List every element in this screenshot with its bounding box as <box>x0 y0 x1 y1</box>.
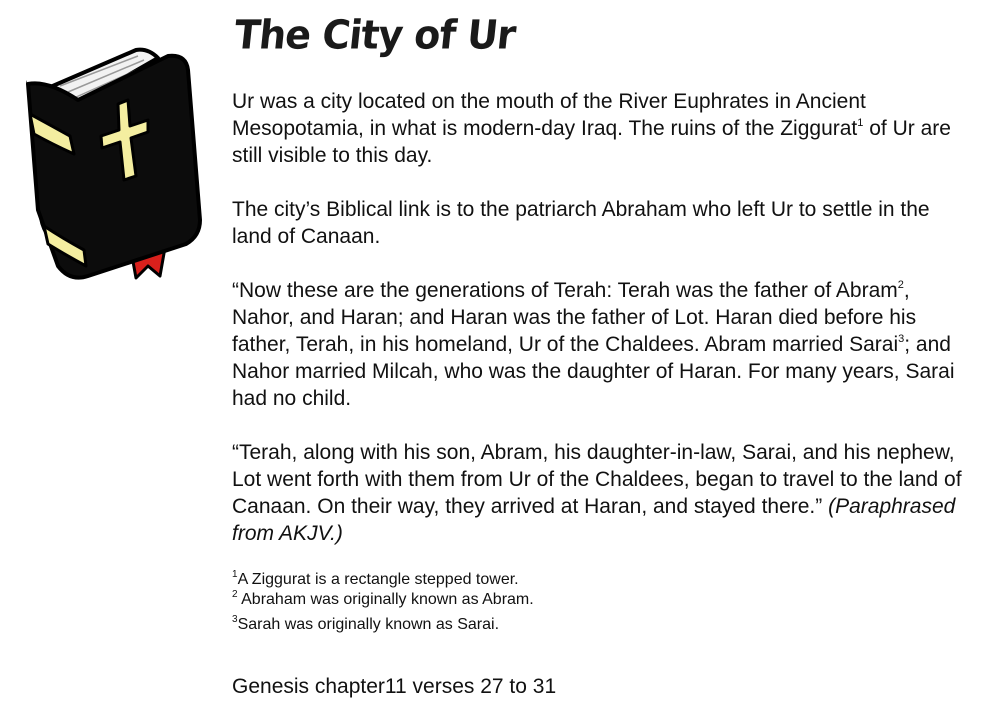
paragraph-biblical-link: The city’s Biblical link is to the patriarch Abraham who left Ur to settle in the land of Canaan. <box>232 198 930 248</box>
footnote-ref-2: 2 <box>897 279 904 291</box>
footnote-1: $^1$A Ziggurat is a rectangle stepped tower. <box>232 568 519 588</box>
bible-icon <box>18 40 218 290</box>
scripture-reference: Genesis chapter11 verses 27 to 31 <box>232 675 557 698</box>
footnote-2: $^2$ Abraham was originally known as Abram. <box>232 588 534 608</box>
footnotes <box>232 570 932 635</box>
footnote-3: $^3$Sarah was originally known as Sarai. <box>232 613 500 633</box>
page-title: The City of Ur <box>232 11 518 58</box>
paragraph-generations: “Now these are the generations of Terah: Terah was the father of Abram$^2$, Nahor, and Haran; and Haran was the father of Lot. Haran died before his father, Terah, in his homeland, Ur of the Chaldees. Abram married Sarai$^3$; and Nahor married Milcah, who was the daughter of Haran. For many years, Sarai had no child. <box>232 279 955 410</box>
article-body <box>232 88 972 574</box>
paragraph-journey: “Terah, along with his son, Abram, his daughter-in-law, Sarai, and his nephew, Lot went forth with them from Ur of the Chaldees, began to travel to the land of Canaan. On their way, they arrived at Haran, and stayed there.” (Paraphrased from AKJV.) <box>232 441 962 545</box>
source-citation: (Paraphrased from AKJV.) <box>232 495 956 545</box>
footnote-ref-1: 1 <box>857 117 864 129</box>
paragraph-intro: Ur was a city located on the mouth of the River Euphrates in Ancient Mesopotamia, in what is modern-day Iraq. The ruins of the Ziggurat$^1$ of Ur are still visible to this day. <box>232 90 951 167</box>
footnote-ref-3: 3 <box>898 333 905 345</box>
